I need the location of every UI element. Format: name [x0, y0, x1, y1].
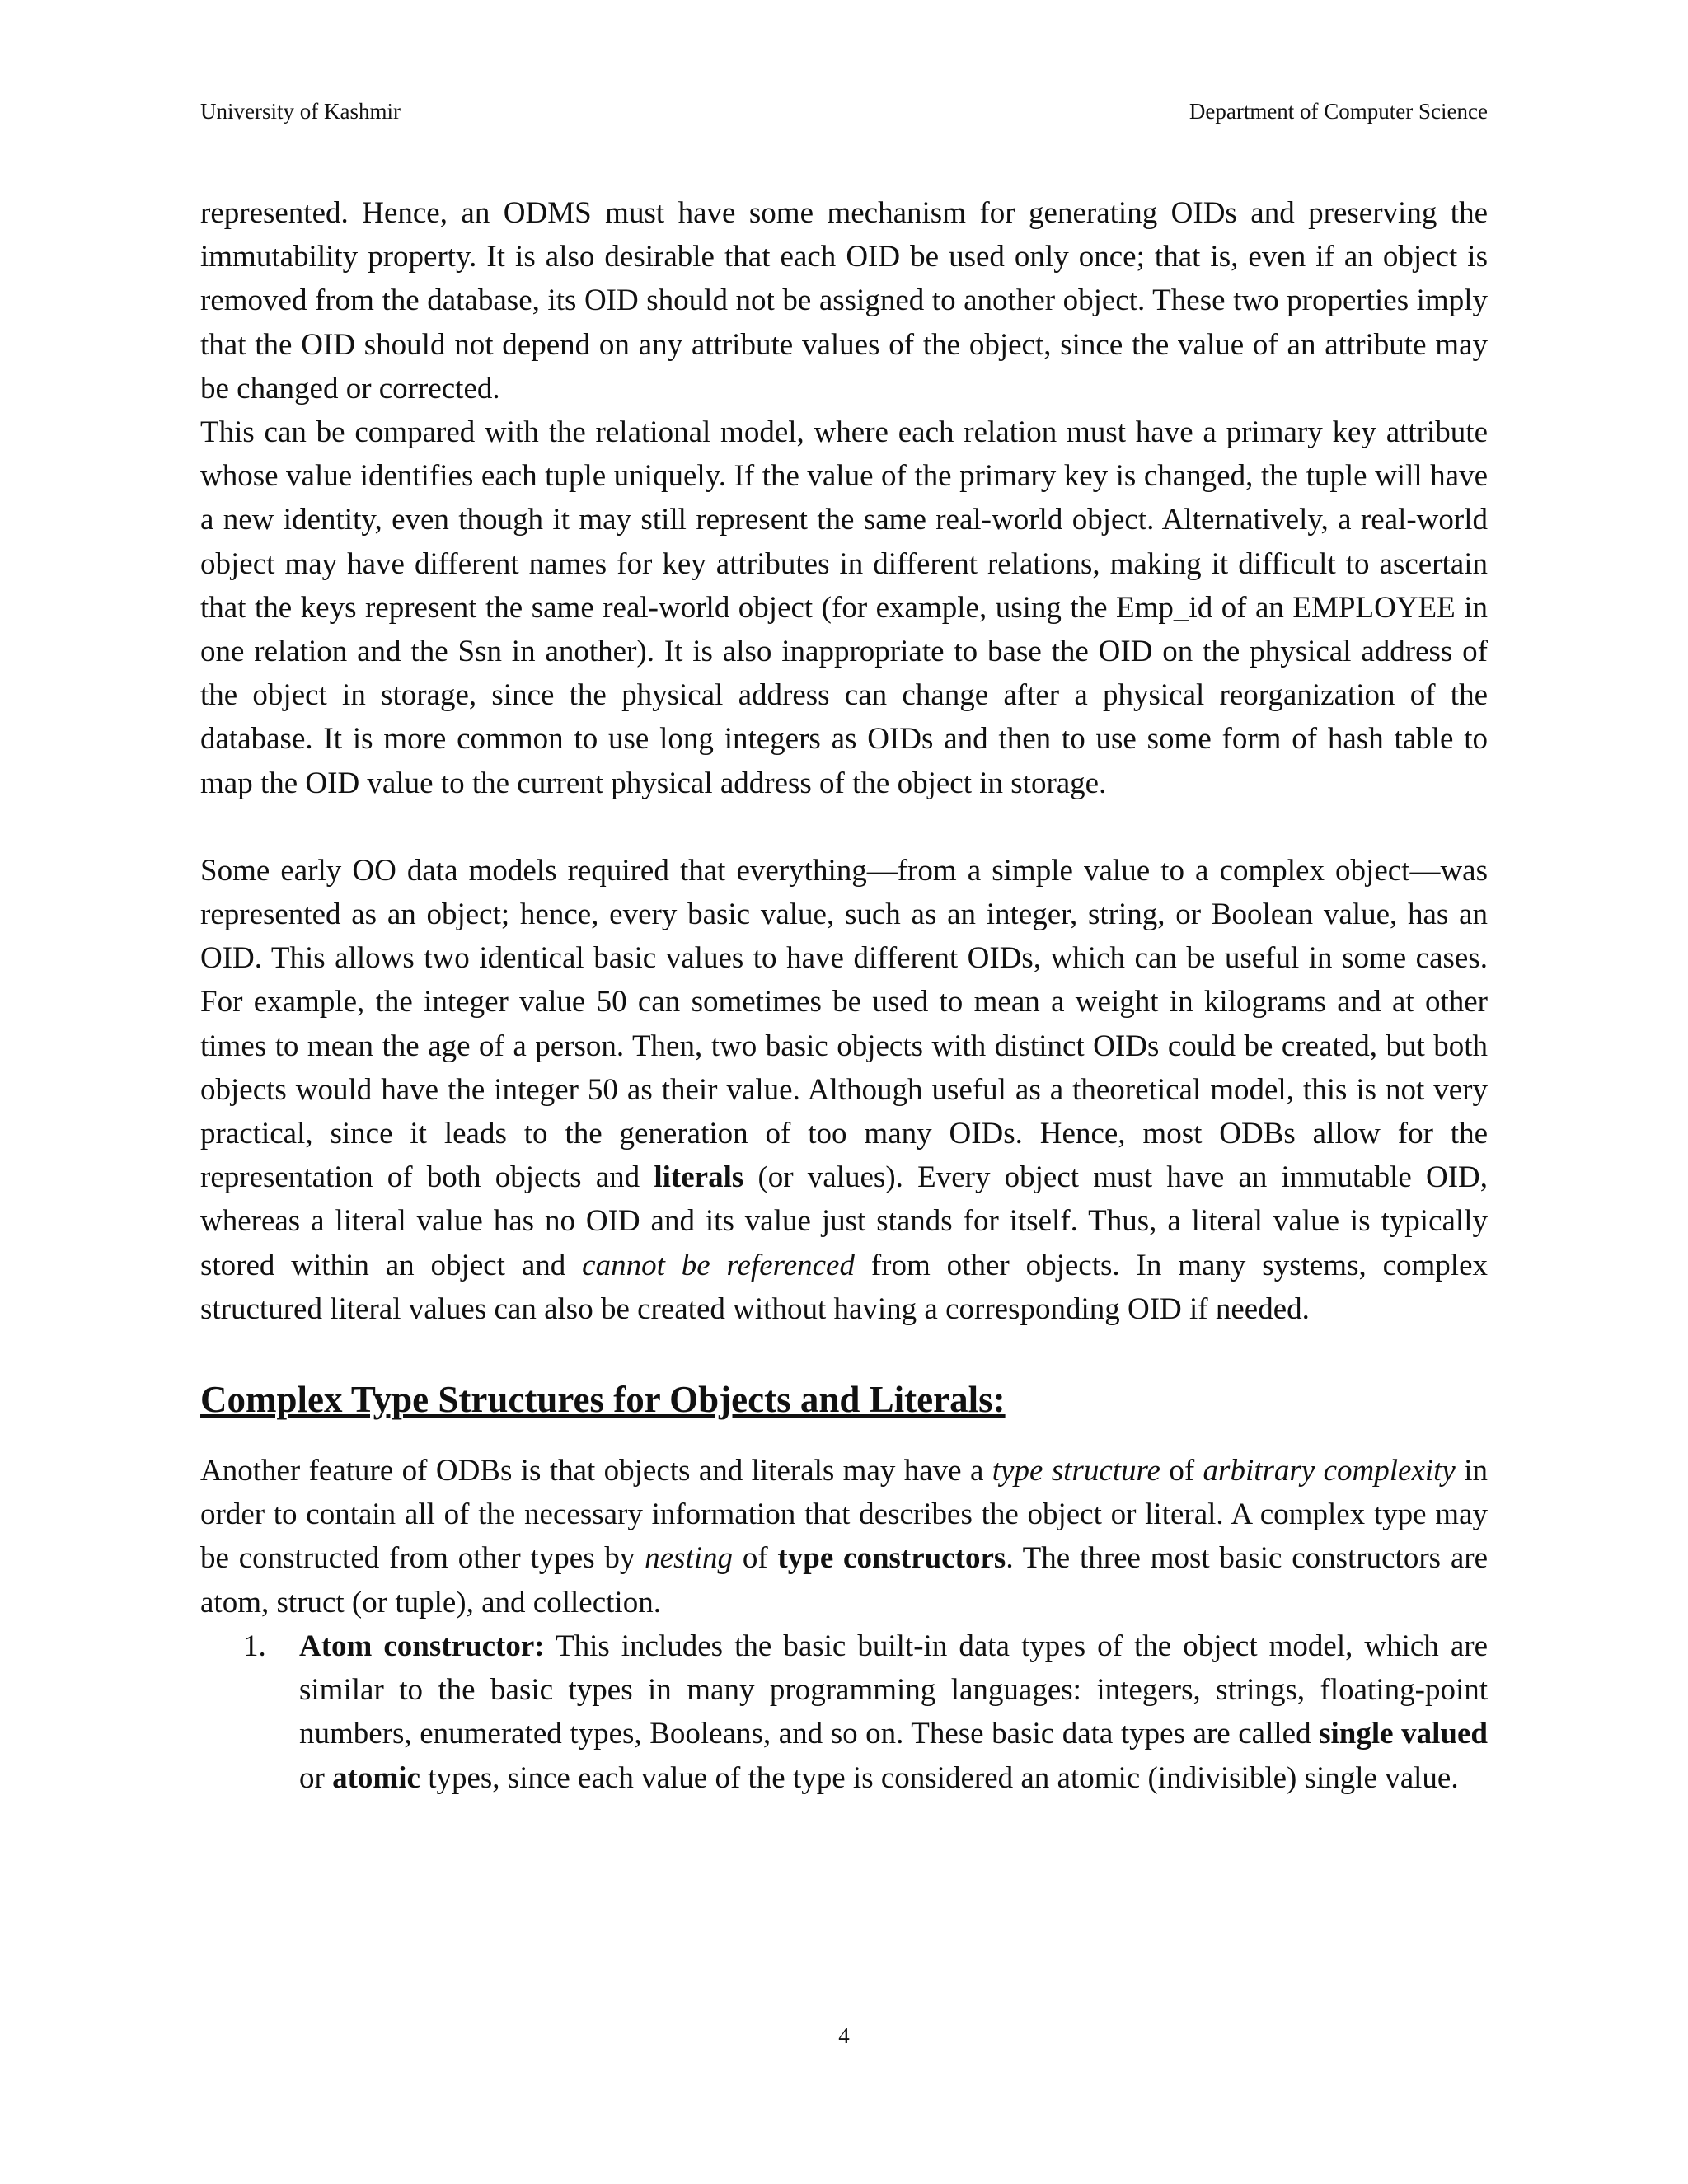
page-content	[200, 191, 1488, 1800]
text-run: . The three most basic constructors are atom, struct (or tuple), and collection.	[200, 1541, 1488, 1619]
header-department: Department of Computer Science	[1189, 99, 1488, 124]
term-literals: literals	[654, 1160, 744, 1195]
term-single-valued: single valued	[1319, 1717, 1488, 1751]
term-type-constructors: type constructors	[777, 1541, 1006, 1576]
emphasis-arbitrary-complexity: arbitrary complexity	[1203, 1454, 1456, 1488]
text-run: or	[299, 1760, 333, 1795]
text-run: (or values). Every object must have an immutable OID, whereas a literal value has no OID and its value just stands for itself. Thus, a literal value is typically stored within an object and	[200, 1160, 1488, 1282]
list-number: 1.	[243, 1629, 266, 1663]
emphasis-type-structure: type structure	[992, 1454, 1160, 1488]
paragraph-oid-generation: represented. Hence, an ODMS must have some mechanism for generating OIDs and preserving the immutability property. It is also desirable that each OID be used only once; that is, even if an object is removed from the database, its OID should not be assigned to another object. These two properties imply that the OID should not depend on any attribute values of the object, since the value of an attribute may be changed or corrected.	[200, 196, 1488, 405]
text-run: of	[1160, 1454, 1203, 1488]
text-run: This includes the basic built-in data types of the object model, which are similar to the basic types in many programming languages: integers, strings, floating-point numbers, enumerated types, Booleans, and so on. These basic data types are called	[299, 1629, 1488, 1751]
constructor-list	[200, 1624, 1488, 1800]
text-run: types, since each value of the type is considered an atomic (indivisible) single value.	[420, 1760, 1459, 1795]
section-heading: Complex Type Structures for Objects and Literals:	[200, 1379, 1006, 1421]
paragraph-early-oo-models	[200, 849, 1488, 1331]
header-university: University of Kashmir	[200, 99, 401, 124]
text-run: Another feature of ODBs is that objects and literals may have a	[200, 1454, 992, 1488]
list-item-title: Atom constructor:	[299, 1629, 545, 1663]
text-run: from other objects. In many systems, complex structured literal values can also be created without having a corresponding OID if needed.	[200, 1248, 1489, 1326]
emphasis-cannot-be-referenced: cannot be referenced	[582, 1248, 855, 1282]
emphasis-nesting: nesting	[645, 1541, 734, 1576]
paragraph-type-structure-intro	[200, 1449, 1488, 1624]
list-item-atom-constructor	[200, 1624, 1488, 1800]
page-header	[200, 99, 1488, 132]
term-atomic: atomic	[332, 1760, 420, 1795]
paragraph-relational-comparison: This can be compared with the relational model, where each relation must have a primary key attribute whose value identifies each tuple uniquely. If the value of the primary key is changed, the tuple will have a new identity, even though it may still represent the same real-world object. Alternatively, a real-world object may have different names for key attributes in different relations, making it difficult to ascertain that the keys represent the same real-world object (for example, using the Emp_id of an EMPLOYEE in one relation and the Ssn in another). It is also inappropriate to base the OID on the physical address of the object in storage, since the physical address can change after a physical reorganization of the database. It is more common to use long integers as OIDs and then to use some form of hash table to map the OID value to the current physical address of the object in storage.	[200, 415, 1488, 800]
text-run: Some early OO data models required that everything—from a simple value to a complex object—was represented as an object; hence, every basic value, such as an integer, string, or Boolean value, has an OID. This allows two identical basic values to have different OIDs, which can be useful in some cases. For example, the integer value 50 can sometimes be used to mean a weight in kilograms and at other times to mean the age of a person. Then, two basic objects with distinct OIDs could be created, but both objects would have the integer 50 as their value. Although useful as a theoretical model, this is not very practical, since it leads to the generation of too many OIDs. Hence, most ODBs allow for the representation of both objects and	[200, 853, 1488, 1195]
text-run: of	[733, 1541, 778, 1576]
text-run: in order to contain all of the necessary information that describes the object or literal. A complex type may be constructed from other types by	[200, 1454, 1489, 1576]
page-number: 4	[838, 2023, 850, 2048]
